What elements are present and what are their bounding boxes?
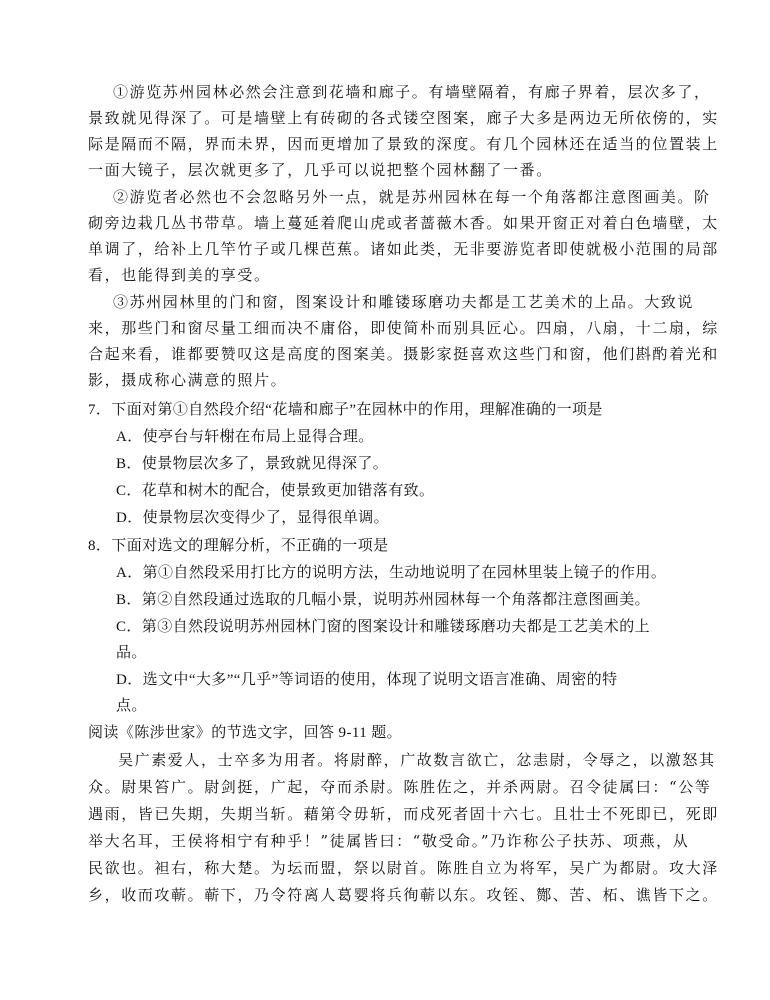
- question-8-option-c-line2: 品。: [116, 645, 147, 661]
- question-8-option-d-line2: 点。: [116, 698, 147, 714]
- question-8-option-c-line1: C．第③自然段说明苏州园林门窗的图案设计和雕镂琢磨功夫都是工艺美术的上: [116, 619, 651, 635]
- reading2-line2: 众。尉果笞广。尉剑挺，广起，夺而杀尉。陈胜佐之，并杀两尉。召令徒属曰：“公等: [88, 778, 712, 796]
- passage1-p1-line4: 一面大镜子，层次就更多了，几乎可以说把整个园林翻了一番。: [88, 161, 553, 179]
- reading2-line1: 吴广素爱人，士卒多为用者。将尉醉，广故数言欲亡，忿恚尉，令辱之，以激怒其: [118, 751, 716, 769]
- reading2-intro: 阅读《陈涉世家》的节选文字，回答 9-11 题。: [88, 725, 403, 741]
- question-7-option-d: D．使景物层次变得少了，显得很单调。: [116, 510, 390, 526]
- passage1-p3-line2: 来，那些门和窗尽量工细而决不庸俗，即使简朴而别具匠心。四扇，八扇，十二扇，综: [88, 319, 719, 337]
- passage1-p3-line3: 合起来看，谁都要赞叹这是高度的图案美。摄影家挺喜欢这些门和窗，他们斟酌着光和: [88, 345, 719, 363]
- question-8-option-a: A．第①自然段采用打比方的说明方法，生动地说明了在园林里装上镜子的作用。: [116, 565, 667, 581]
- passage1-p2-line4: 看，也能得到美的享受。: [88, 266, 271, 284]
- question-8-option-b: B．第②自然段通过选取的几幅小景，说明苏州园林每一个角落都注意图画美。: [116, 592, 651, 608]
- question-7-option-a: A．使亭台与轩榭在布局上显得合理。: [116, 429, 374, 445]
- question-7-option-c: C．花草和树木的配合，使景致更加错落有致。: [116, 483, 435, 499]
- passage1-p3-line1: ③苏州园林里的门和窗，图案设计和雕镂琢磨功夫都是工艺美术的上品。大致说: [113, 293, 695, 311]
- passage1-p2-line3: 单调了，给补上几竿竹子或几棵芭蕉。诸如此类，无非要游览者即使就极小范围的局部: [88, 240, 719, 258]
- passage1-p1-line2: 景致就见得深了。可是墙壁上有砖砌的各式镂空图案，廊子大多是两边无所依傍的，实: [88, 109, 719, 127]
- question-8-stem: 8．下面对选文的理解分析，不正确的一项是: [88, 538, 389, 554]
- reading2-line5: 民欲也。袒右，称大楚。为坛而盟，祭以尉首。陈胜自立为将军，吴广为都尉。攻大泽: [88, 859, 719, 877]
- passage1-p1-line3: 际是隔而不隔，界而未界，因而更增加了景致的深度。有几个园林还在适当的位置装上: [88, 135, 719, 153]
- passage1-p3-line4: 影，摄成称心满意的照片。: [88, 371, 288, 389]
- passage1-p1-line1: ①游览苏州园林必然会注意到花墙和廊子。有墙壁隔着，有廊子界着，层次多了，: [113, 83, 711, 101]
- passage1-p2-line1: ②游览者必然也不会忽略另外一点，就是苏州园林在每一个角落都注意图画美。阶: [113, 188, 711, 206]
- reading2-line6: 乡，收而攻蕲。蕲下，乃令符离人葛婴将兵徇蕲以东。攻铚、酂、苦、柘、谯皆下之。: [88, 886, 719, 904]
- reading2-line3: 遇雨，皆已失期，失期当斩。藉第令毋斩，而戍死者固十六七。且壮士不死即已，死即: [88, 805, 719, 823]
- question-7-stem: 7．下面对第①自然段介绍“花墙和廊子”在园林中的作用，理解准确的一项是: [88, 402, 603, 418]
- question-7-option-b: B．使景物层次多了，景致就见得深了。: [116, 456, 389, 472]
- reading2-line4: 举大名耳，王侯将相宁有种乎！”徒属皆曰：“敬受命。”乃诈称公子扶苏、项燕，从: [88, 832, 690, 850]
- question-8-option-d-line1: D．选文中“大多”“几乎”等词语的使用，体现了说明文语言准确、周密的特: [116, 672, 618, 688]
- passage1-p2-line2: 砌旁边栽几丛书带草。墙上蔓延着爬山虎或者蔷薇木香。如果开窗正对着白色墙壁，太: [88, 214, 719, 232]
